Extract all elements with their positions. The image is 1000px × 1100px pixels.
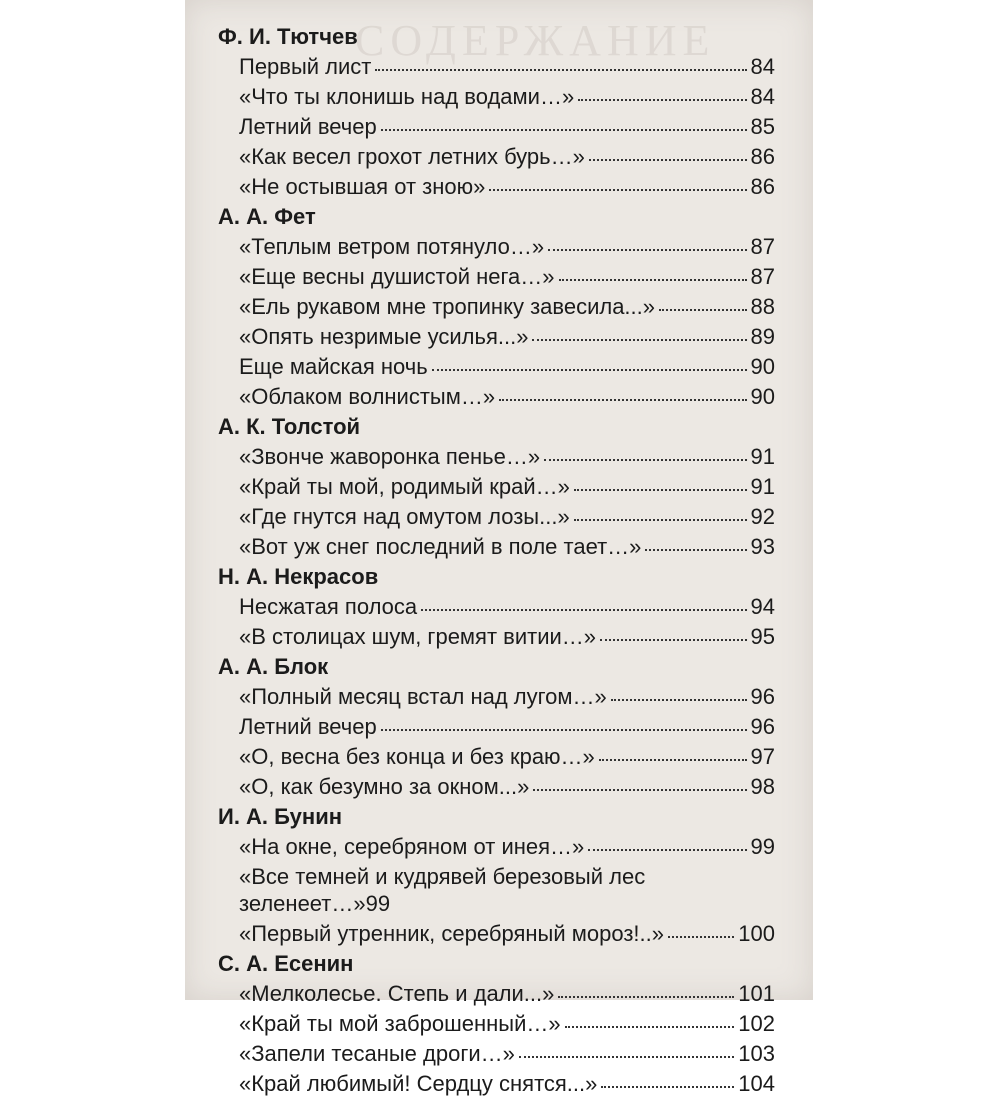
page-number: 103 [738,1041,775,1066]
toc-entry[interactable] [218,1070,775,1097]
dot-leader [421,609,746,611]
entry-title: Первый лист [239,54,372,79]
toc-entry[interactable] [218,713,775,740]
entry-title: Еще майская ночь [239,354,428,379]
page-number: 97 [750,744,775,769]
dot-leader [519,1056,734,1058]
page-number: 96 [750,684,775,709]
entry-title: Летний вечер [239,714,377,739]
toc-entry[interactable] [218,263,775,290]
entry-title: «О, весна без конца и без краю…» [239,744,595,769]
toc-entry[interactable] [218,353,775,380]
entry-title: «Вот уж снег последний в поле тает…» [239,534,642,559]
table-of-contents [218,23,775,1100]
page-number: 101 [738,981,775,1006]
page-number: 84 [750,84,775,109]
dot-leader [668,936,734,938]
page-number: 99 [750,834,775,859]
entry-title: «Опять незримые усилья...» [239,324,529,349]
entry-title: «Все темней и кудрявей березовый лес [239,864,646,889]
dot-leader [589,159,747,161]
entry-title: «Где гнутся над омутом лозы...» [239,504,570,529]
dot-leader [559,279,747,281]
entry-title: «Как весел грохот летних бурь…» [239,144,585,169]
toc-entry[interactable] [218,593,775,620]
page-number: 98 [750,774,775,799]
entry-title: «Край ты мой, родимый край…» [239,474,570,499]
page-number: 86 [750,174,775,199]
toc-entry[interactable] [218,323,775,350]
toc-entry[interactable] [218,173,775,200]
author-heading: И. А. Бунин [218,804,343,829]
toc-entry[interactable] [218,53,775,80]
toc-entry[interactable] [218,143,775,170]
toc-entry[interactable] [218,980,775,1007]
author-heading: А. К. Толстой [218,414,361,439]
entry-title: «Край любимый! Сердцу снятся...» [239,1071,598,1096]
entry-title: Несжатая полоса [239,594,418,619]
toc-entry[interactable] [218,623,775,650]
dot-leader [533,789,746,791]
page-number: 84 [750,54,775,79]
page-number: 96 [750,714,775,739]
author-heading: С. А. Есенин [218,951,354,976]
toc-entry[interactable] [218,743,775,770]
author-heading: Ф. И. Тютчев [218,24,358,49]
page-number: 93 [750,534,775,559]
dot-leader [574,489,747,491]
dot-leader [548,249,746,251]
page-number: 86 [750,144,775,169]
dot-leader [544,459,746,461]
entry-title: «Полный месяц встал над лугом…» [239,684,607,709]
entry-title: «Ель рукавом мне тропинку завесила...» [239,294,656,319]
dot-leader [659,309,747,311]
dot-leader [601,1086,734,1088]
dot-leader [578,99,746,101]
page-number: 99 [365,891,391,916]
dot-leader [532,339,746,341]
toc-entry[interactable] [218,1010,775,1037]
page-number: 87 [750,234,775,259]
page-number: 87 [750,264,775,289]
page-number: 91 [750,444,775,469]
dot-leader [489,189,746,191]
toc-entry[interactable] [218,683,775,710]
author-heading: А. А. Блок [218,654,329,679]
dot-leader [381,729,747,731]
toc-entry[interactable] [218,833,775,860]
dot-leader [599,759,747,761]
entry-title: «Что ты клонишь над водами…» [239,84,575,109]
toc-entry[interactable] [218,293,775,320]
entry-title: «Край ты мой заброшенный…» [239,1011,561,1036]
page-number: 90 [750,354,775,379]
dot-leader [565,1026,735,1028]
toc-entry[interactable] [218,503,775,530]
page-number: 85 [750,114,775,139]
toc-entry[interactable] [218,1040,775,1067]
toc-entry[interactable] [218,113,775,140]
page-number: 94 [750,594,775,619]
page-number: 102 [738,1011,775,1036]
page-number: 88 [750,294,775,319]
entry-title: «Теплым ветром потянуло…» [239,234,545,259]
toc-entry[interactable] [218,863,775,917]
dot-leader [381,129,747,131]
author-heading: А. А. Фет [218,204,316,229]
dot-leader [499,399,746,401]
page-number: 95 [750,624,775,649]
entry-title: «О, как безумно за окном...» [239,774,530,799]
show-through-heading: СОДЕРЖАНИЕ [355,16,716,65]
entry-title-continuation: зеленеет…» [239,891,366,916]
toc-entry[interactable] [218,773,775,800]
entry-title: «В столицах шум, гремят витии…» [239,624,597,649]
toc-entry[interactable] [218,920,775,947]
page-number: 92 [750,504,775,529]
toc-entry[interactable] [218,473,775,500]
dot-leader [588,849,746,851]
dot-leader [600,639,746,641]
entry-title: «Запели тесаные дроги…» [239,1041,515,1066]
entry-title: «На окне, серебряном от инея…» [239,834,585,859]
toc-entry[interactable] [218,233,775,260]
entry-title: «Еще весны душистой нега…» [239,264,555,289]
page-number: 100 [738,921,775,946]
page-number: 104 [738,1071,775,1096]
dot-leader [574,519,747,521]
entry-title: «Мелколесье. Степь и дали...» [239,981,555,1006]
dot-leader [432,369,747,371]
dot-leader [558,996,734,998]
toc-entry[interactable] [218,443,775,470]
entry-title: «Звонче жаворонка пенье…» [239,444,541,469]
toc-entry[interactable] [218,533,775,560]
author-heading: Н. А. Некрасов [218,564,379,589]
page-number: 90 [750,384,775,409]
entry-title: «Облаком волнистым…» [239,384,496,409]
entry-title: «Первый утренник, серебряный мороз!..» [239,921,664,946]
toc-entry[interactable] [218,83,775,110]
entry-title: «Не остывшая от зною» [239,174,486,199]
dot-leader [611,699,747,701]
dot-leader [645,549,746,551]
dot-leader [375,69,746,71]
toc-entry[interactable] [218,383,775,410]
page-number: 91 [750,474,775,499]
page-number: 89 [750,324,775,349]
entry-title: Летний вечер [239,114,377,139]
